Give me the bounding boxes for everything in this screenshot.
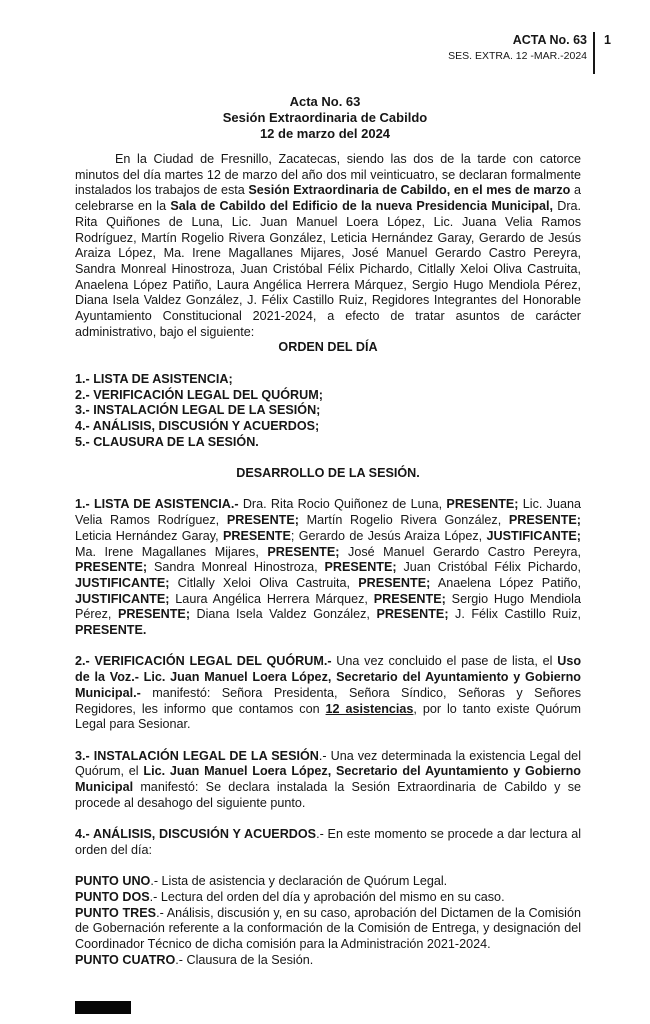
section-heading: ORDEN DEL DÍA xyxy=(278,340,378,355)
text-segment: Juan Cristóbal Félix Pichardo, xyxy=(396,560,581,575)
text-segment: .- Lista de asistencia y declaración de Quórum Legal. xyxy=(150,874,448,889)
text-segment: PRESENTE; xyxy=(376,607,449,622)
order-of-day-list xyxy=(75,372,581,451)
order-list-item: 5.- CLAUSURA DE LA SESIÓN. xyxy=(75,434,259,449)
header-acta-number: ACTA No. 63 xyxy=(512,33,587,47)
text-segment: PUNTO TRES xyxy=(75,905,157,920)
text-segment: Diana Isela Valdez González, xyxy=(190,607,377,622)
text-segment: JUSTIFICANTE; xyxy=(486,528,581,543)
text-segment: PRESENTE xyxy=(223,528,291,543)
text-segment: manifestó: Se declara instalada la Sesión Extraordinaria de Cabildo y se procede al desahogo del siguiente punto. xyxy=(75,780,581,810)
header-session-date: SES. EXTRA. 12 -MAR.-2024 xyxy=(448,50,587,62)
text-segment: PRESENTE; xyxy=(446,497,519,512)
order-list-item: 2.- VERIFICACIÓN LEGAL DEL QUÓRUM; xyxy=(75,387,323,402)
text-segment: JUSTIFICANTE; xyxy=(75,575,170,590)
text-segment: Una vez concluido el pase de lista, el xyxy=(331,654,558,669)
text-segment: 1.- LISTA DE ASISTENCIA.- xyxy=(75,497,239,512)
body-paragraph xyxy=(75,654,581,733)
text-segment: PRESENTE; xyxy=(324,560,397,575)
text-segment: PUNTO DOS xyxy=(75,889,150,904)
text-segment: PRESENTE; xyxy=(508,513,581,528)
body-paragraph xyxy=(75,827,581,858)
scan-artifact-mark xyxy=(75,1001,131,1014)
text-segment: PRESENTE; xyxy=(75,560,148,575)
header-text-block xyxy=(448,32,587,64)
text-segment: 3.- INSTALACIÓN LEGAL DE LA SESIÓN xyxy=(75,748,319,763)
punto-line xyxy=(75,906,581,953)
text-segment: PUNTO UNO xyxy=(75,874,151,889)
text-segment: PRESENTE; xyxy=(226,513,299,528)
text-segment: Laura Angélica Herrera Márquez, xyxy=(169,591,374,606)
text-segment: Sergio Hugo Mendiola Pérez, xyxy=(75,591,581,622)
text-segment: , por lo tanto existe Quórum Legal para Sesionar. xyxy=(75,701,581,732)
body-paragraph xyxy=(75,152,581,340)
section-heading: DESARROLLO DE LA SESIÓN. xyxy=(236,466,420,481)
puntos-block xyxy=(75,874,581,968)
text-segment: manifestó: Señora Presidenta, Señora Síndico, Señoras y Señores Regidores, les informo que contamos con xyxy=(75,685,581,716)
punto-line xyxy=(75,890,581,906)
text-segment: PRESENTE; xyxy=(358,575,431,590)
header-divider-line xyxy=(593,32,595,74)
text-segment: .- Una vez determinada la existencia Legal del Quórum, el xyxy=(75,748,581,779)
text-segment: Ma. Irene Magallanes Mijares, xyxy=(75,544,268,559)
text-segment: Sandra Monreal Hinostroza, xyxy=(147,560,325,575)
title-line-3: 12 de marzo del 2024 xyxy=(259,126,391,141)
text-segment: PRESENTE; xyxy=(373,591,446,606)
order-list-item: 4.- ANÁLISIS, DISCUSIÓN Y ACUERDOS; xyxy=(75,418,320,433)
text-segment: Sala de Cabildo del Edificio de la nueva Presidencia Municipal, xyxy=(170,199,553,214)
text-segment: Leticia Hernández Garay, xyxy=(75,528,223,543)
order-list-item: 1.- LISTA DE ASISTENCIA; xyxy=(75,371,233,386)
text-segment: 2.- VERIFICACIÓN LEGAL DEL QUÓRUM.- xyxy=(75,654,332,669)
text-segment: PRESENTE. xyxy=(75,623,147,638)
document-body xyxy=(75,152,581,984)
text-segment: Anaelena López Patiño, xyxy=(430,575,581,590)
text-segment: PRESENTE; xyxy=(267,544,340,559)
text-segment: PRESENTE; xyxy=(117,607,191,622)
text-segment: .- Análisis, discusión y, en su caso, aprobación del Dictamen de la Comisión de Gobernación referente a la conformación de la Comisión de Entrega, y designación del Coordinador Técnico de dicha comisión para la Administración 2021-2024. xyxy=(75,905,581,952)
text-segment: Citlally Xeloi Oliva Castruita, xyxy=(169,575,359,590)
text-segment: Lic. Juan Manuel Loera López, Secretario del Ayuntamiento y Gobierno Municipal xyxy=(75,764,581,795)
text-segment: Lic. Juana Velia Ramos Rodríguez, xyxy=(75,497,581,528)
text-segment: .- Clausura de la Sesión. xyxy=(175,952,314,967)
text-segment: .- Lectura del orden del día y aprobación del mismo en su caso. xyxy=(149,889,505,904)
body-paragraph xyxy=(75,749,581,812)
text-segment: ; Gerardo de Jesús Araiza López, xyxy=(290,528,487,543)
text-segment: Sesión Extraordinaria de Cabildo, en el mes de marzo xyxy=(248,183,571,198)
page-header xyxy=(448,32,642,74)
order-list-item: 3.- INSTALACIÓN LEGAL DE LA SESIÓN; xyxy=(75,403,321,418)
page-number: 1 xyxy=(604,33,611,47)
body-paragraph xyxy=(75,497,581,638)
text-segment: .- En este momento se procede a dar lectura al orden del día: xyxy=(75,827,581,857)
text-segment: En la Ciudad de Fresnillo, Zacatecas, siendo las dos de la tarde con catorce minutos del día martes 12 de marzo del año dos mil veinticuatro, se declaran formalmente instalados los trabajos de esta xyxy=(75,152,581,198)
punto-line xyxy=(75,953,581,969)
text-segment: 4.- ANÁLISIS, DISCUSIÓN Y ACUERDOS xyxy=(75,827,317,842)
text-segment: PUNTO CUATRO xyxy=(75,952,176,967)
punto-line xyxy=(75,874,581,890)
text-segment: Martín Rogelio Rivera González, xyxy=(298,513,509,528)
text-segment: JUSTIFICANTE; xyxy=(75,591,170,606)
title-line-2: Sesión Extraordinaria de Cabildo xyxy=(222,110,428,125)
text-segment: 12 asistencias xyxy=(325,701,414,716)
text-segment: José Manuel Gerardo Castro Pereyra, xyxy=(339,544,582,559)
text-segment: Uso de la Voz.- Lic. Juan Manuel Loera López, Secretario del Ayuntamiento y Gobierno Municipal.- xyxy=(75,654,582,700)
text-segment: J. Félix Castillo Ruiz, xyxy=(448,607,581,622)
document-title xyxy=(0,94,650,142)
text-segment: Dra. Rita Quiñones de Luna, Lic. Juan Manuel Loera López, Lic. Juana Velia Ramos Rodríguez, Martín Rogelio Rivera González, Leticia Hernández Garay, Gerardo de Jesús Araiza López, Ma. Irene Magallanes Mijares, José Manuel Gerardo Castro Pereyra, Sandra Monreal Hinostroza, Juan Cristóbal Félix Pichardo, Citlally Xeloi Oliva Castruita, Anaelena López Patiño, Laura Angélica Herrera Márquez, Sergio Hugo Mendiola Pérez, Diana Isela Valdez González, J. Félix Castillo Ruiz, Regidores Integrantes del Honorable Ayuntamiento Constitucional 2021-2024, a efecto de tratar asuntos de carácter administrativo, bajo el siguiente: xyxy=(75,199,582,339)
title-line-1: Acta No. 63 xyxy=(289,94,361,109)
text-segment: Dra. Rita Rocio Quiñonez de Luna, xyxy=(238,497,447,512)
text-segment: a celebrarse en la xyxy=(75,183,581,214)
